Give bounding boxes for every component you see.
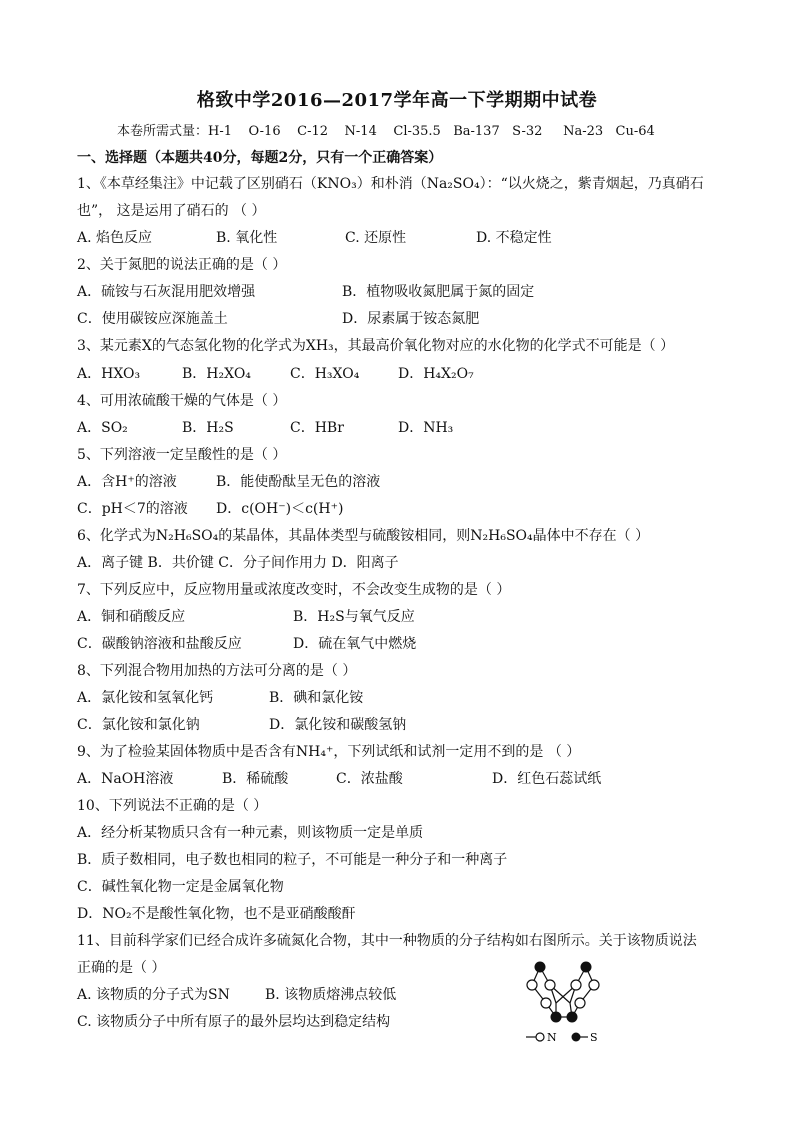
atomic-masses: 本卷所需式量：H-1 O-16 C-12 N-14 Cl-35.5 Ba-137 S-32 Na-23 Cu-64: [117, 124, 655, 139]
q3-option-d: D．H₄X₂O₇: [398, 366, 474, 382]
q4-option-d: D．NH₃: [398, 420, 454, 436]
q7-stem: 7、下列反应中，反应物用量或浓度改变时，不会改变生成物的是（ ）: [77, 582, 511, 598]
q11-option-b: B. 该物质熔沸点较低: [265, 987, 397, 1003]
q7-option-d: D．硫在氧气中燃烧: [293, 636, 417, 652]
q9-option-b: B．稀硫酸: [222, 771, 289, 787]
q2-option-b: B．植物吸收氮肥属于氮的固定: [342, 284, 535, 300]
molecule-bonds: [532, 967, 594, 1017]
q4-option-b: B．H₂S: [182, 420, 234, 436]
q8-option-c: C．氯化铵和氯化钠: [77, 717, 200, 733]
q1-stem-line1: 1、《本草经集注》中记载了区别硝石（KNO₃）和朴消（Na₂SO₄）：“以火烧之，紫青烟起，乃真硝石: [77, 176, 704, 192]
q7-option-b: B．H₂S与氧气反应: [293, 609, 415, 625]
sulfur-atom: [535, 962, 546, 973]
q5-option-b: B．能使酚酞呈无色的溶液: [216, 474, 381, 490]
q4-option-a: A．SO₂: [77, 420, 128, 436]
q9-option-a: A．NaOH溶液: [77, 771, 174, 787]
page-title: 格致中学2016—2017学年高一下学期期中试卷: [196, 90, 598, 111]
q1-stem-line2: 也”， 这是运用了硝石的 （ ）: [77, 203, 266, 219]
legend-n-label: N: [547, 1031, 557, 1044]
q11-stem-line2: 正确的是（ ）: [77, 960, 166, 976]
q5-option-d: D．c(OH⁻)＜c(H⁺): [216, 501, 344, 517]
q10-option-d: D．NO₂不是酸性氧化物，也不是亚硝酸酸酐: [77, 906, 356, 922]
q11-option-c: C. 该物质分子中所有原子的最外层均达到稳定结构: [77, 1014, 391, 1030]
q11-stem-line1: 11、目前科学家们已经合成许多硫氮化合物，其中一种物质的分子结构如右图所示。关于该物质说法: [77, 933, 697, 949]
q10-option-b: B．质子数相同，电子数也相同的粒子，不可能是一种分子和一种离子: [77, 852, 508, 868]
q1-option-b: B. 氧化性: [216, 230, 278, 246]
nitrogen-atom: [589, 980, 599, 990]
q9-option-c: C．浓盐酸: [336, 771, 403, 787]
q1-option-c: C. 还原性: [345, 230, 407, 246]
q7-option-c: C．碳酸钠溶液和盐酸反应: [77, 636, 242, 652]
q4-stem: 4、可用浓硫酸干燥的气体是（ ）: [77, 393, 287, 409]
q8-stem: 8、下列混合物用加热的方法可分离的是（ ）: [77, 663, 357, 679]
q10-option-a: A．经分析某物质只含有一种元素，则该物质一定是单质: [77, 825, 424, 841]
sulfur-atom: [581, 962, 592, 973]
q6-options: A．离子键 B．共价键 C．分子间作用力 D．阳离子: [77, 555, 399, 571]
nitrogen-atom: [571, 980, 581, 990]
q1-option-d: D. 不稳定性: [476, 230, 552, 246]
q6-stem: 6、化学式为N₂H₆SO₄的某晶体，其晶体类型与硫酸铵相同，则N₂H₆SO₄晶体中不存在（ ）: [77, 528, 650, 544]
q2-stem: 2、关于氮肥的说法正确的是（ ）: [77, 257, 287, 273]
q7-option-a: A．铜和硝酸反应: [77, 609, 186, 625]
q10-stem: 10、下列说法不正确的是（ ）: [77, 798, 268, 814]
molecule-structure-figure: [518, 955, 608, 1050]
q11-option-a: A. 该物质的分子式为SN: [77, 987, 230, 1003]
nitrogen-atom: [545, 980, 555, 990]
q3-stem: 3、某元素X的气态氢化物的化学式为XH₃，其最高价氧化物对应的水化物的化学式不可能是（ ）: [77, 338, 675, 354]
q8-option-b: B．碘和氯化铵: [269, 690, 364, 706]
sulfur-atom: [551, 1012, 562, 1023]
q3-option-b: B．H₂XO₄: [182, 366, 251, 382]
nitrogen-atom: [541, 998, 551, 1008]
q1-option-a: A. 焰色反应: [77, 230, 153, 246]
q4-option-c: C．HBr: [290, 420, 344, 436]
legend-n-atom: [536, 1033, 544, 1041]
q8-option-a: A．氯化铵和氢氧化钙: [77, 690, 214, 706]
q10-option-c: C．碱性氧化物一定是金属氧化物: [77, 879, 284, 895]
q5-option-a: A．含H⁺的溶液: [77, 474, 177, 490]
q5-stem: 5、下列溶液一定呈酸性的是（ ）: [77, 447, 287, 463]
sulfur-atom: [567, 1012, 578, 1023]
q3-option-a: A．HXO₃: [77, 366, 141, 382]
q2-option-d: D．尿素属于铵态氮肥: [342, 311, 480, 327]
legend-s-atom: [572, 1033, 581, 1042]
q8-option-d: D．氯化铵和碳酸氢钠: [269, 717, 407, 733]
legend-s-label: S: [590, 1031, 598, 1044]
section-heading: 一、选择题（本题共40分，每题2分，只有一个正确答案）: [77, 150, 443, 166]
q9-option-d: D．红色石蕊试纸: [492, 771, 602, 787]
q9-stem: 9、为了检验某固体物质中是否含有NH₄⁺，下列试纸和试剂一定用不到的是 （ ）: [77, 744, 581, 760]
q5-option-c: C．pH＜7的溶液: [77, 501, 188, 517]
q2-option-c: C．使用碳铵应深施盖土: [77, 311, 228, 327]
nitrogen-atom: [575, 998, 585, 1008]
nitrogen-atom: [527, 980, 537, 990]
q2-option-a: A．硫铵与石灰混用肥效增强: [77, 284, 256, 300]
q3-option-c: C．H₃XO₄: [290, 366, 360, 382]
